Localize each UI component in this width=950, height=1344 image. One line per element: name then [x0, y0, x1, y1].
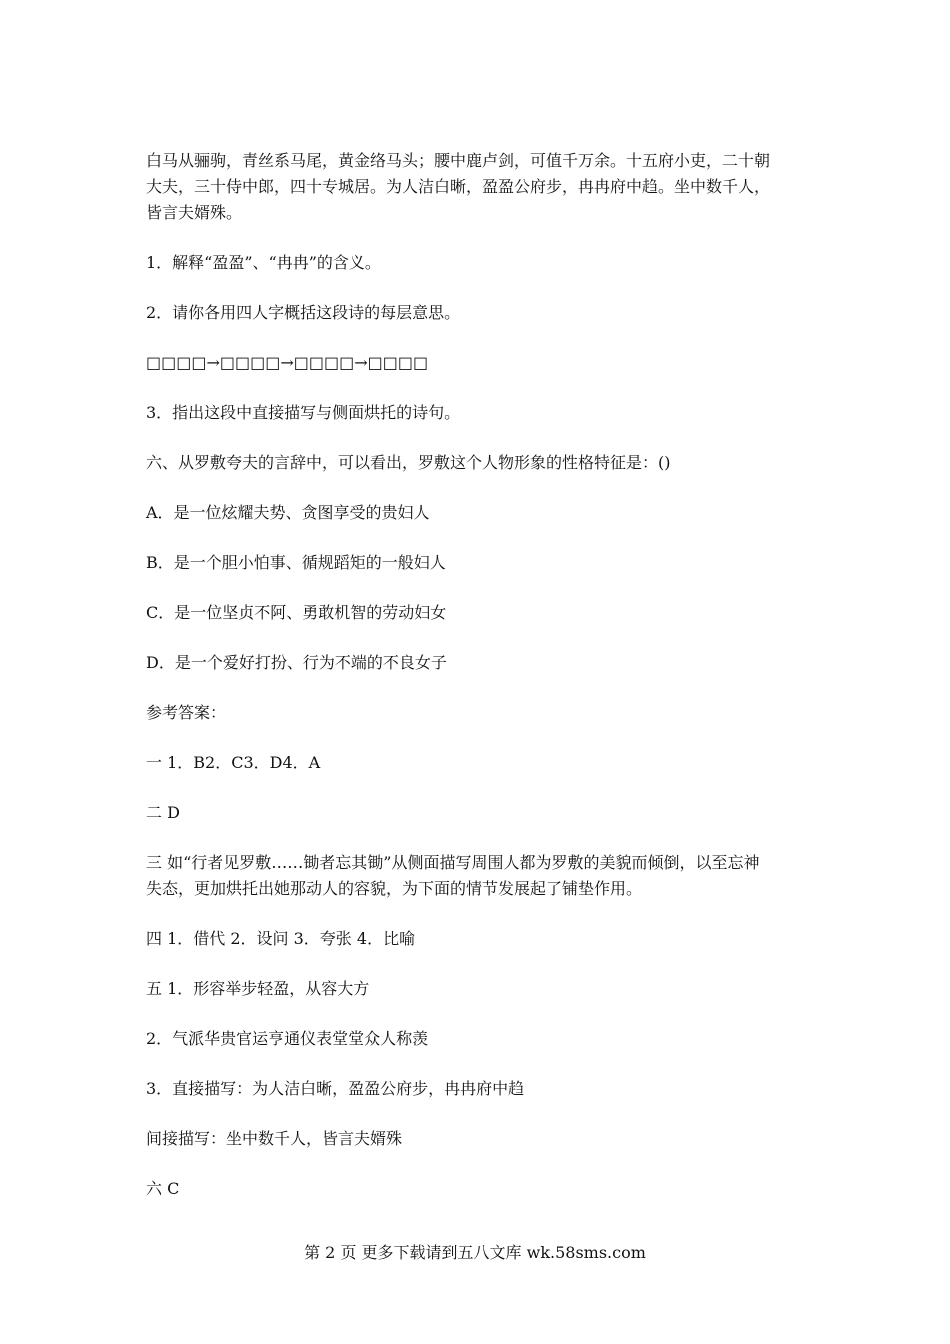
section-6-question: 六、从罗敷夸夫的言辞中，可以看出，罗敷这个人物形象的性格特征是：()	[146, 453, 671, 472]
option-a: A．是一位炫耀夫势、贪图享受的贵妇人	[146, 503, 430, 522]
answer-5-3: 3．直接描写：为人洁白晰，盈盈公府步，冉冉府中趋	[146, 1079, 525, 1098]
passage-line: 白马从骊驹，青丝系马尾，黄金络马头；腰中鹿卢剑，可值千万余。十五府小吏，二十朝	[146, 151, 771, 170]
page-footer: 第 2 页 更多下载请到五八文库 wk.58sms.com	[304, 1243, 646, 1262]
answers-heading: 参考答案：	[146, 703, 227, 722]
answer-3-line: 失态，更加烘托出她那动人的容貌，为下面的情节发展起了铺垫作用。	[146, 879, 643, 898]
question-2-blanks: □□□□→□□□□→□□□□→□□□□	[146, 353, 429, 372]
answer-6: 六 C	[146, 1179, 180, 1198]
question-3: 3．指出这段中直接描写与侧面烘托的诗句。	[146, 403, 461, 422]
option-c: C．是一位坚贞不阿、勇敢机智的劳动妇女	[146, 603, 447, 622]
question-1: 1．解释“盈盈”、“冉冉”的含义。	[146, 253, 381, 272]
answer-3-line: 三 如“行者见罗敷……锄者忘其锄”从侧面描写周围人都为罗敷的美貌而倾倒，以至忘神	[146, 853, 760, 872]
answer-4: 四 1．借代 2．设问 3．夸张 4．比喻	[146, 929, 416, 948]
question-2: 2．请你各用四人字概括这段诗的每层意思。	[146, 303, 461, 322]
page-content	[146, 148, 814, 1226]
passage-line: 皆言夫婿殊。	[146, 203, 243, 222]
answer-5-2: 2．气派华贵官运亨通仪表堂堂众人称羡	[146, 1029, 429, 1048]
poem-passage	[146, 148, 814, 226]
answer-1: 一 1．B2．C3．D4．A	[146, 753, 321, 772]
passage-line: 大夫，三十侍中郎，四十专城居。为人洁白晰，盈盈公府步，冉冉府中趋。坐中数千人，	[146, 177, 771, 196]
answer-3	[146, 850, 814, 902]
answer-5-4: 间接描写：坐中数千人，皆言夫婿殊	[146, 1129, 403, 1148]
option-b: B．是一个胆小怕事、循规蹈矩的一般妇人	[146, 553, 446, 572]
option-d: D．是一个爱好打扮、行为不端的不良女子	[146, 653, 447, 672]
answer-2: 二 D	[146, 803, 180, 822]
answer-5-1: 五 1．形容举步轻盈，从容大方	[146, 979, 370, 998]
